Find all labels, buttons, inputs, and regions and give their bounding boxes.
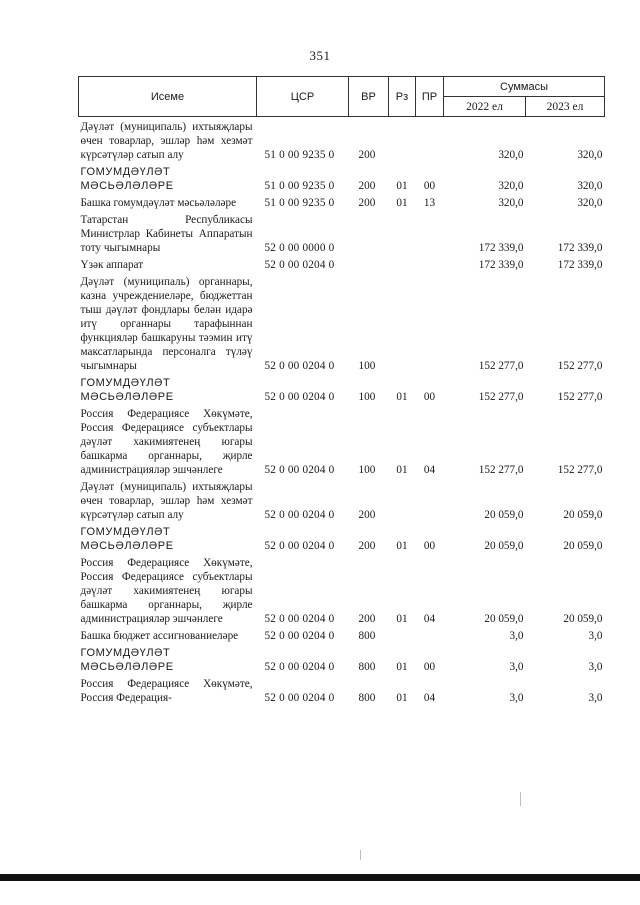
row-pr-code xyxy=(416,210,444,255)
row-name: ГОМУМДӘҮЛӘТ МӘСЬӘЛӘЛӘРЕ xyxy=(80,166,174,192)
table-row xyxy=(79,674,605,705)
row-amount-2023: 172 339,0 xyxy=(557,242,603,254)
row-amount-2023: 20 059,0 xyxy=(563,613,603,625)
table-body xyxy=(79,117,605,706)
row-vr-code: 100 xyxy=(358,391,376,403)
row-vr-code xyxy=(349,210,389,255)
row-amount-2023: 320,0 xyxy=(577,180,603,192)
table-row xyxy=(79,643,605,674)
row-pr-code: 00 xyxy=(423,391,436,403)
row-vr-code: 100 xyxy=(358,464,376,476)
table-row xyxy=(79,162,605,193)
row-csr-code: 52 0 00 0204 0 xyxy=(264,630,335,642)
row-rz-code: 01 xyxy=(396,661,408,673)
row-pr-code: 00 xyxy=(423,661,436,673)
row-amount-2023: 152 277,0 xyxy=(557,464,603,476)
header-year-2023: 2023 ел xyxy=(526,97,605,117)
header-year-2022: 2022 ел xyxy=(444,97,526,117)
row-pr-code xyxy=(416,117,444,163)
header-vr: ВР xyxy=(349,77,389,117)
row-pr-code: 04 xyxy=(423,613,436,625)
row-amount-2022: 20 059,0 xyxy=(484,613,524,625)
row-name: ГОМУМДӘҮЛӘТ МӘСЬӘЛӘЛӘРЕ xyxy=(80,647,174,673)
header-name: Исеме xyxy=(79,77,257,117)
row-csr-code: 52 0 00 0204 0 xyxy=(264,391,335,403)
row-rz-code: 01 xyxy=(396,692,408,704)
row-amount-2022: 20 059,0 xyxy=(484,540,524,552)
row-csr-code: 52 0 00 0204 0 xyxy=(264,509,335,521)
row-pr-code: 04 xyxy=(423,692,436,704)
row-amount-2023: 3,0 xyxy=(588,630,603,642)
row-name: Россия Федерациясе Хөкүмәте, Россия Федерациясе субъектлары дәүләт хакимиятенең югары башкарма органнары, җирле администрацияләр эшчәнлеге xyxy=(80,557,253,625)
row-name: Дәүләт (муниципаль) ихтыяҗлары өчен товарлар, эшләр һәм хезмәт күрсәтүләр сатып алу xyxy=(80,121,253,161)
row-pr-code xyxy=(416,626,444,643)
row-amount-2023: 20 059,0 xyxy=(563,540,603,552)
row-vr-code: 200 xyxy=(358,509,376,521)
row-name: ГОМУМДӘҮЛӘТ МӘСЬӘЛӘЛӘРЕ xyxy=(80,377,174,403)
row-vr-code: 200 xyxy=(358,149,376,161)
row-pr-code: 13 xyxy=(423,197,436,209)
row-rz-code: 01 xyxy=(396,464,408,476)
table-row xyxy=(79,626,605,643)
row-amount-2022: 3,0 xyxy=(509,630,524,642)
table-row xyxy=(79,117,605,163)
budget-table xyxy=(78,76,605,705)
header-csr: ЦСР xyxy=(257,77,349,117)
row-amount-2022: 320,0 xyxy=(498,180,524,192)
table-row xyxy=(79,193,605,210)
row-name: Дәүләт (муниципаль) органнары, казна учреждениеләре, бюджеттан тыш дәүләт фондлары белән идарә итү органнары тарафыннан функцияләр башкаруны тәэмин итү максатларында персоналга түләү чыгымнары xyxy=(80,276,253,372)
row-csr-code: 52 0 00 0204 0 xyxy=(264,540,335,552)
row-vr-code: 800 xyxy=(358,630,376,642)
row-amount-2023: 3,0 xyxy=(588,661,603,673)
row-pr-code xyxy=(416,255,444,272)
table-row xyxy=(79,255,605,272)
row-csr-code: 52 0 00 0204 0 xyxy=(264,692,335,704)
row-pr-code xyxy=(416,477,444,522)
row-name: Башка бюджет ассигнованиеләре xyxy=(80,630,239,642)
row-vr-code: 200 xyxy=(358,197,376,209)
row-name: Россия Федерациясе Хөкүмәте, Россия Федерациясе субъектлары дәүләт хакимиятенең югары башкарма органнары, җирле администрацияләр эшчәнлеге xyxy=(80,408,253,476)
table-row xyxy=(79,404,605,477)
row-amount-2023: 320,0 xyxy=(577,149,603,161)
row-csr-code: 52 0 00 0204 0 xyxy=(264,661,335,673)
table-row xyxy=(79,553,605,626)
row-amount-2022: 20 059,0 xyxy=(484,509,524,521)
row-rz-code xyxy=(389,272,416,373)
table-row xyxy=(79,373,605,404)
row-csr-code: 52 0 00 0204 0 xyxy=(264,613,335,625)
row-amount-2022: 152 277,0 xyxy=(478,464,524,476)
row-csr-code: 52 0 00 0204 0 xyxy=(264,259,335,271)
row-rz-code: 01 xyxy=(396,180,408,192)
row-pr-code xyxy=(416,272,444,373)
row-rz-code xyxy=(389,210,416,255)
table-row xyxy=(79,522,605,553)
table-row xyxy=(79,272,605,373)
row-amount-2023: 152 277,0 xyxy=(557,360,603,372)
row-amount-2022: 172 339,0 xyxy=(478,242,524,254)
row-amount-2022: 3,0 xyxy=(509,661,524,673)
page-number: 351 xyxy=(309,48,331,63)
row-vr-code: 200 xyxy=(358,540,376,552)
header-pr: ПР xyxy=(416,77,444,117)
row-amount-2023: 152 277,0 xyxy=(557,391,603,403)
row-vr-code: 200 xyxy=(358,180,376,192)
row-vr-code xyxy=(349,255,389,272)
header-rz: Рз xyxy=(389,77,416,117)
table-row xyxy=(79,210,605,255)
row-rz-code xyxy=(389,255,416,272)
row-name: Татарстан Республикасы Министрлар Кабинеты Аппаратын тоту чыгымнары xyxy=(80,214,253,254)
row-vr-code: 100 xyxy=(358,360,376,372)
row-amount-2022: 3,0 xyxy=(509,692,524,704)
row-amount-2022: 320,0 xyxy=(498,197,524,209)
row-rz-code xyxy=(389,626,416,643)
row-amount-2022: 320,0 xyxy=(498,149,524,161)
row-rz-code: 01 xyxy=(396,613,408,625)
row-amount-2023: 3,0 xyxy=(588,692,603,704)
row-amount-2022: 152 277,0 xyxy=(478,391,524,403)
row-name: Россия Федерациясе Хөкүмәте, Россия Федерация- xyxy=(80,678,253,704)
row-pr-code: 00 xyxy=(423,180,436,192)
row-rz-code: 01 xyxy=(396,391,408,403)
row-amount-2023: 320,0 xyxy=(577,197,603,209)
row-csr-code: 51 0 00 9235 0 xyxy=(264,180,335,192)
row-vr-code: 800 xyxy=(358,692,376,704)
row-vr-code: 200 xyxy=(358,613,376,625)
row-csr-code: 52 0 00 0000 0 xyxy=(264,242,335,254)
scan-footer-bar xyxy=(0,874,640,881)
row-csr-code: 52 0 00 0204 0 xyxy=(264,464,335,476)
row-name: ГОМУМДӘҮЛӘТ МӘСЬӘЛӘЛӘРЕ xyxy=(80,526,174,552)
row-csr-code: 52 0 00 0204 0 xyxy=(264,360,335,372)
row-amount-2022: 172 339,0 xyxy=(478,259,524,271)
row-rz-code: 01 xyxy=(396,197,408,209)
row-name: Башка гомумдәүләт мәсьәләләре xyxy=(80,197,237,209)
row-pr-code: 00 xyxy=(423,540,436,552)
scan-mark xyxy=(360,850,361,860)
row-name: Дәүләт (муниципаль) ихтыяҗлары өчен товарлар, эшләр һәм хезмәт күрсәтүләр сатып алу xyxy=(80,481,253,521)
row-name: Үзәк аппарат xyxy=(80,259,144,271)
row-amount-2022: 152 277,0 xyxy=(478,360,524,372)
row-pr-code: 04 xyxy=(423,464,436,476)
table-row xyxy=(79,477,605,522)
row-rz-code xyxy=(389,477,416,522)
row-csr-code: 51 0 00 9235 0 xyxy=(264,149,335,161)
row-amount-2023: 172 339,0 xyxy=(557,259,603,271)
row-vr-code: 800 xyxy=(358,661,376,673)
row-rz-code xyxy=(389,117,416,163)
row-amount-2023: 20 059,0 xyxy=(563,509,603,521)
row-rz-code: 01 xyxy=(396,540,408,552)
scan-mark xyxy=(520,792,521,806)
row-csr-code: 51 0 00 9235 0 xyxy=(264,197,335,209)
header-sums: Суммасы xyxy=(444,77,605,97)
table-header xyxy=(79,77,605,117)
